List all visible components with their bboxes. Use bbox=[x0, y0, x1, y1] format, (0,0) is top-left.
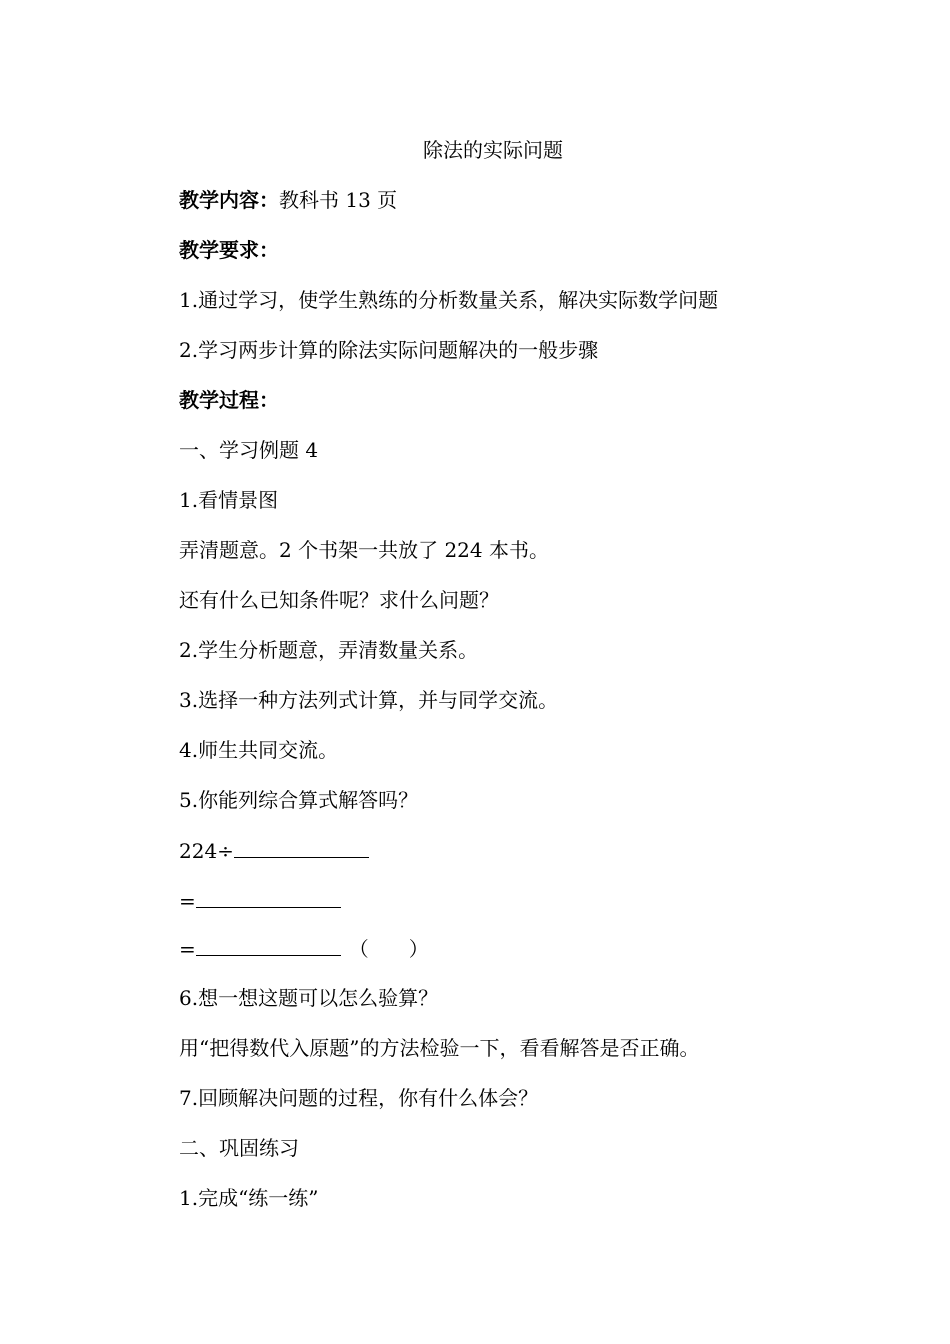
answer-blank-3[interactable] bbox=[196, 935, 341, 956]
formula-text-3: = bbox=[179, 937, 196, 961]
process-line: 弄清题意。2 个书架一共放了 224 本书。 bbox=[179, 538, 549, 562]
teaching-content-value: 教科书 13 页 bbox=[279, 188, 398, 212]
process-line: 2.学生分析题意，弄清数量关系。 bbox=[179, 638, 479, 662]
process-line: 用“把得数代入原题”的方法检验一下，看看解答是否正确。 bbox=[179, 1036, 700, 1060]
answer-blank-1[interactable] bbox=[234, 837, 369, 858]
formula-line-1 bbox=[179, 837, 369, 864]
process-line: 5.你能列综合算式解答吗？ bbox=[179, 788, 419, 812]
process-line: 3.选择一种方法列式计算，并与同学交流。 bbox=[179, 688, 559, 712]
teaching-content-label: 教学内容： bbox=[179, 188, 279, 212]
process-line: 4.师生共同交流。 bbox=[179, 738, 339, 762]
requirement-item-1: 1.通过学习，使学生熟练的分析数量关系，解决实际数学问题 bbox=[179, 288, 719, 312]
practice-line: 1.完成“练一练” bbox=[179, 1186, 319, 1210]
formula-text-2: = bbox=[179, 889, 196, 913]
requirement-item-2: 2.学习两步计算的除法实际问题解决的一般步骤 bbox=[179, 338, 599, 362]
page-title: 除法的实际问题 bbox=[423, 138, 563, 162]
answer-blank-2[interactable] bbox=[196, 887, 341, 908]
process-line: 6.想一想这题可以怎么验算？ bbox=[179, 986, 439, 1010]
process-line: 还有什么已知条件呢？求什么问题？ bbox=[179, 588, 499, 612]
unit-parentheses: （ ） bbox=[348, 937, 429, 961]
process-line: 7.回顾解决问题的过程，你有什么体会？ bbox=[179, 1086, 539, 1110]
formula-line-2 bbox=[179, 887, 341, 914]
requirements-heading: 教学要求： bbox=[179, 238, 279, 262]
process-line: 1.看情景图 bbox=[179, 488, 279, 512]
section-heading-2: 二、巩固练习 bbox=[179, 1136, 299, 1160]
section-heading-1: 一、学习例题 4 bbox=[179, 438, 319, 462]
formula-text-1: 224÷ bbox=[179, 839, 234, 863]
process-heading: 教学过程： bbox=[179, 388, 279, 412]
formula-line-3 bbox=[179, 935, 429, 962]
teaching-content bbox=[179, 187, 397, 213]
